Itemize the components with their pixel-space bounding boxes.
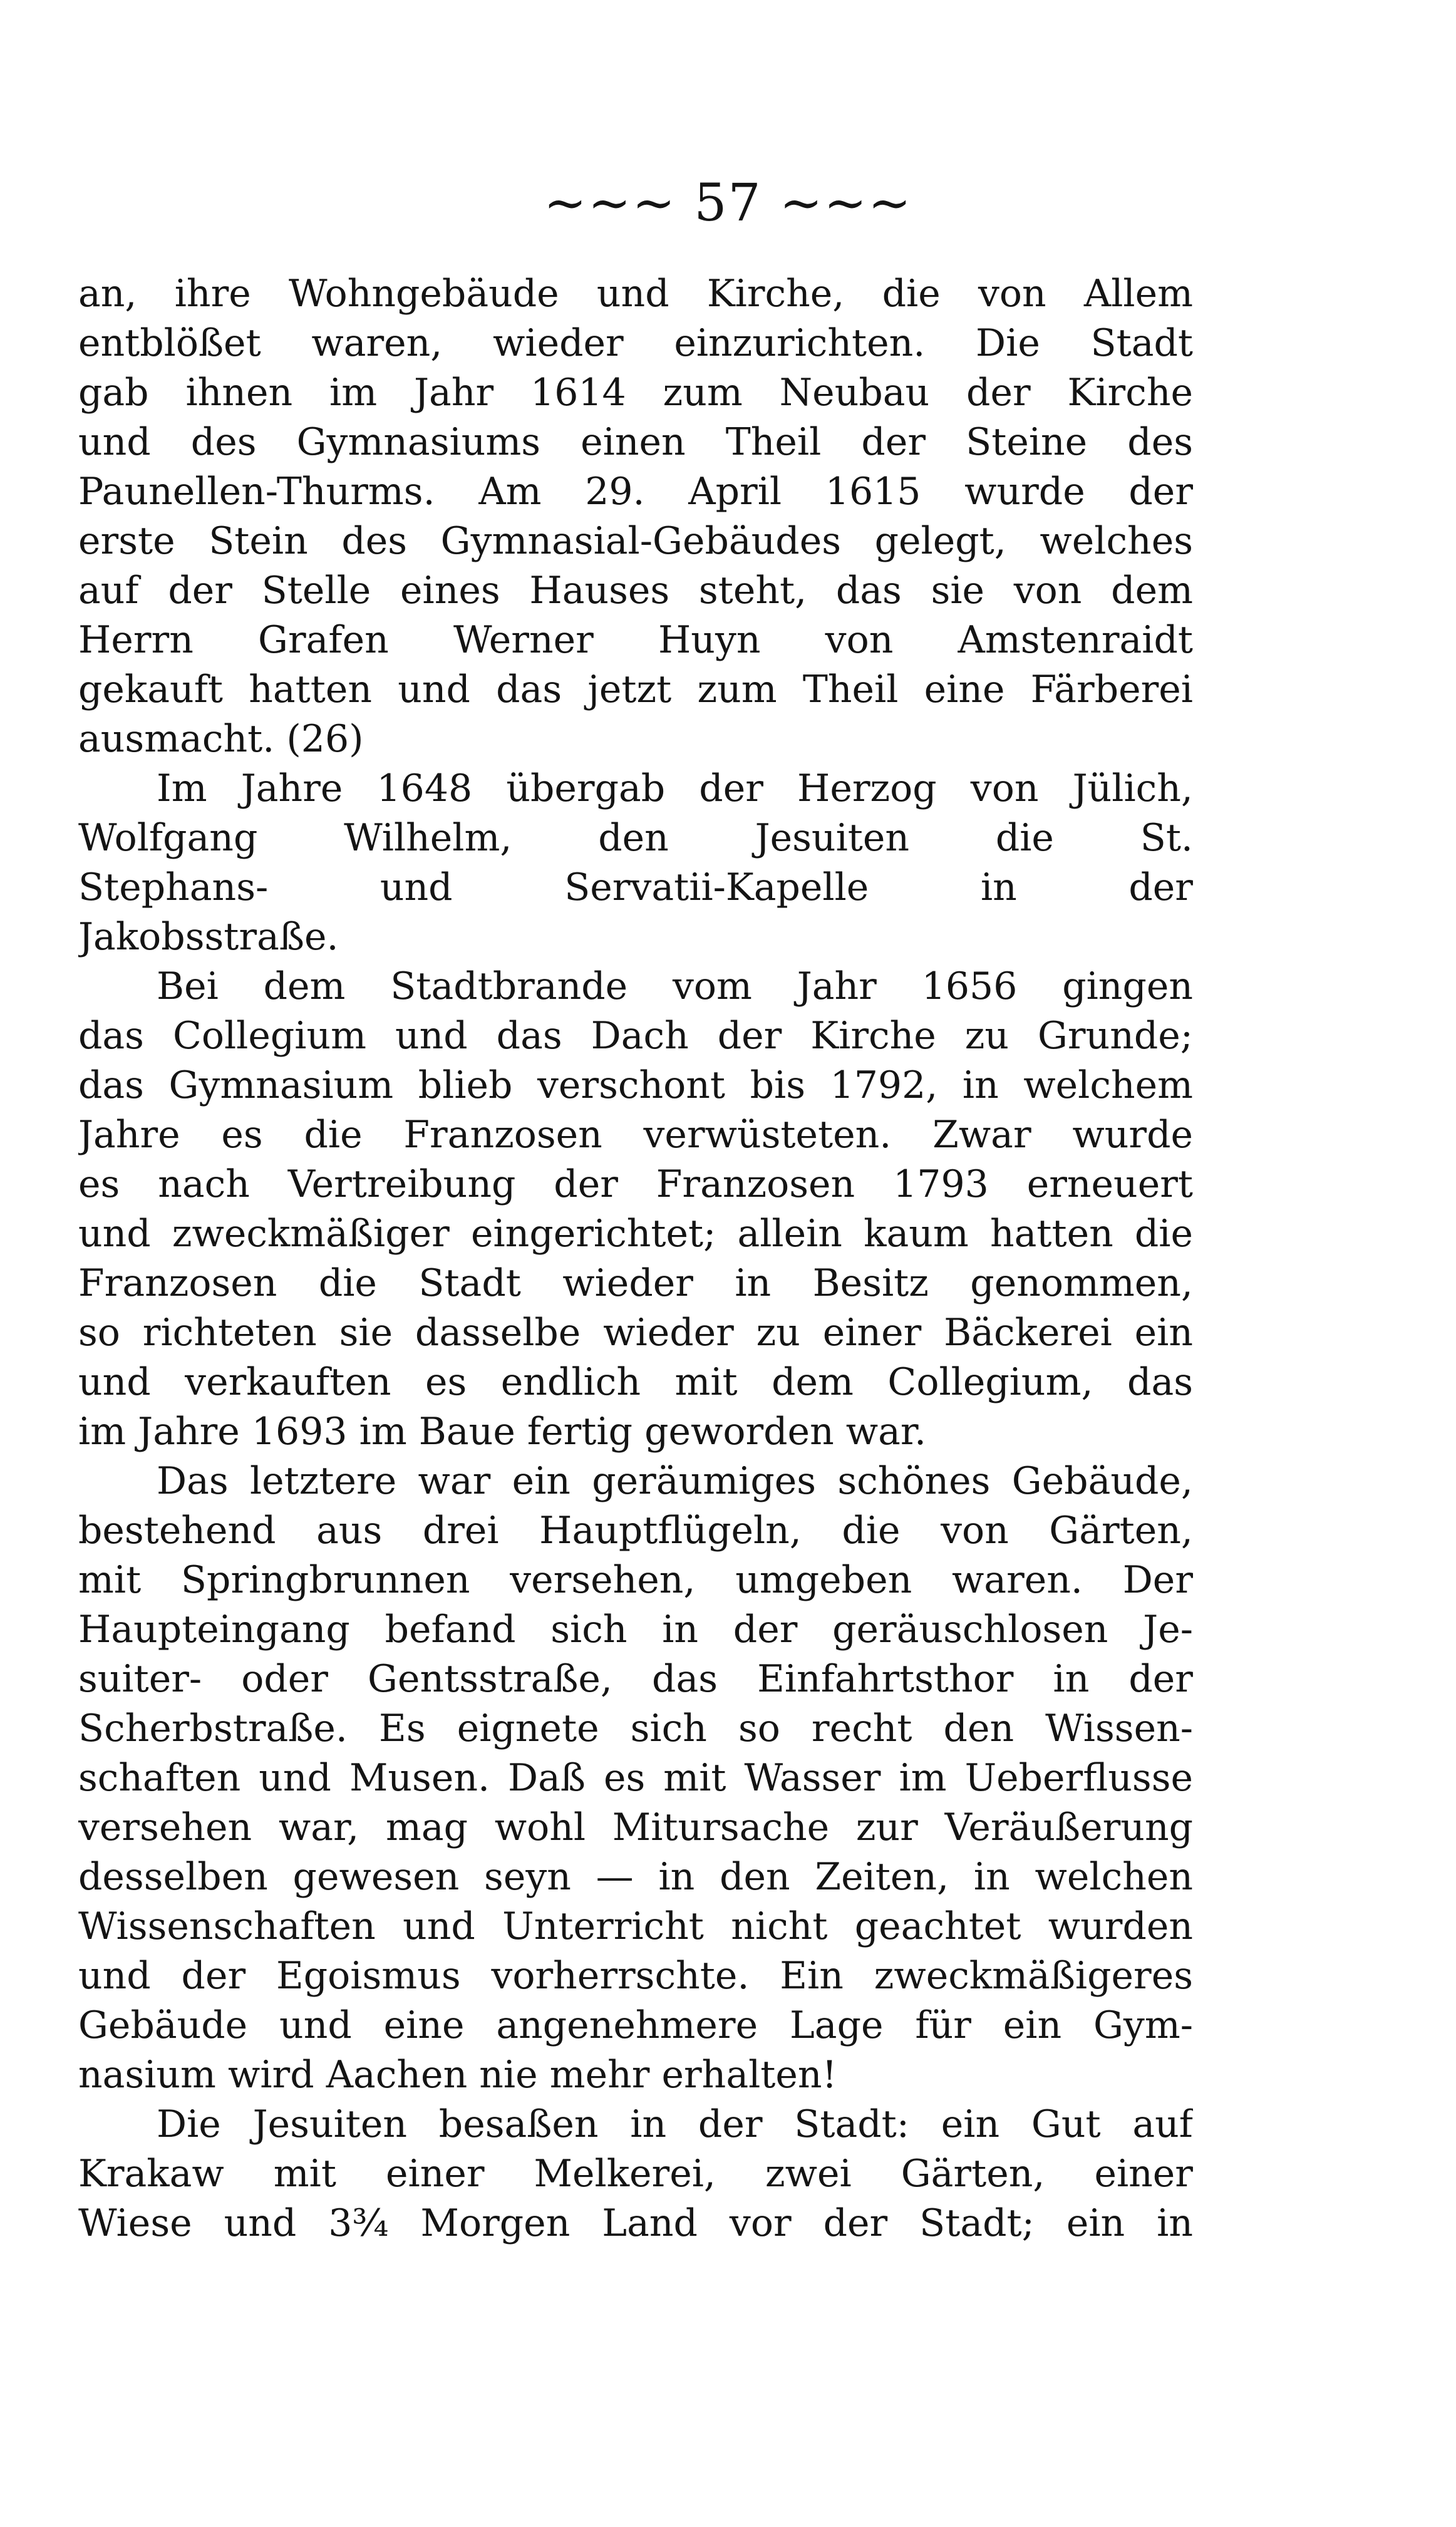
text-line: entblößet waren, wieder einzurichten. Die Stadt — [78, 321, 1193, 365]
text-line: gekauft hatten und das jetzt zum Theil eine Färberei — [78, 668, 1193, 711]
paragraph — [78, 269, 1193, 764]
paragraph — [78, 962, 1193, 1457]
text-line: Jahre es die Franzosen verwüsteten. Zwar wurde — [78, 1113, 1193, 1157]
text-line: Gebäude und eine angenehmere Lage für ein Gym- — [78, 2003, 1193, 2047]
text-line: Haupteingang befand sich in der geräuschlosen Je- — [78, 1608, 1193, 1651]
text-line: nasium wird Aachen nie mehr erhalten! — [78, 2053, 837, 2097]
text-line: Die Jesuiten besaßen in der Stadt: ein Gut auf — [157, 2102, 1193, 2146]
text-line: an, ihre Wohngebäude und Kirche, die von Allem — [78, 272, 1193, 316]
text-line: ausmacht. (26) — [78, 717, 364, 761]
text-line: Bei dem Stadtbrande vom Jahr 1656 gingen — [157, 964, 1193, 1008]
text-line: Jakobsstraße. — [78, 915, 339, 959]
text-line: und der Egoismus vorherrschte. Ein zweckmäßigeres — [78, 1954, 1193, 1998]
text-line: schaften und Musen. Daß es mit Wasser im Ueberflusse — [78, 1756, 1193, 1800]
text-line: und des Gymnasiums einen Theil der Steine des — [78, 420, 1193, 464]
text-line: es nach Vertreibung der Franzosen 1793 erneuert — [78, 1162, 1193, 1206]
text-line: Das letztere war ein geräumiges schönes Gebäude, — [157, 1459, 1193, 1503]
paragraph — [78, 1457, 1193, 2100]
text-line: Im Jahre 1648 übergab der Herzog von Jülich, — [157, 767, 1193, 810]
text-line: suiter- oder Gentsstraße, das Einfahrtsthor in der — [78, 1657, 1193, 1701]
body-text — [78, 269, 1193, 2248]
text-line: Stephans- und Servatii-Kapelle in der — [78, 866, 1193, 909]
text-line: bestehend aus drei Hauptflügeln, die von Gärten, — [78, 1509, 1193, 1553]
text-line: Paunellen-Thurms. Am 29. April 1615 wurde der — [78, 470, 1193, 514]
text-line: Wiese und 3¾ Morgen Land vor der Stadt; ein in — [78, 2201, 1193, 2245]
text-line: Scherbstraße. Es eignete sich so recht den Wissen- — [78, 1707, 1193, 1750]
text-line: auf der Stelle eines Hauses steht, das sie von dem — [78, 569, 1193, 612]
text-line: Krakaw mit einer Melkerei, zwei Gärten, einer — [78, 2152, 1193, 2196]
page-number: ~~~ 57 ~~~ — [544, 173, 912, 233]
text-line: im Jahre 1693 im Baue fertig geworden war. — [78, 1410, 927, 1454]
text-line: das Gymnasium blieb verschont bis 1792, in welchem — [78, 1063, 1193, 1107]
text-line: und zweckmäßiger eingerichtet; allein kaum hatten die — [78, 1212, 1193, 1256]
text-line: mit Springbrunnen versehen, umgeben waren. Der — [78, 1558, 1193, 1602]
text-line: so richteten sie dasselbe wieder zu einer Bäckerei ein — [78, 1311, 1193, 1355]
text-line: versehen war, mag wohl Mitursache zur Veräußerung — [78, 1806, 1193, 1849]
text-line: gab ihnen im Jahr 1614 zum Neubau der Kirche — [78, 371, 1193, 415]
text-line: Wolfgang Wilhelm, den Jesuiten die St. — [78, 816, 1193, 860]
text-line: erste Stein des Gymnasial-Gebäudes gelegt, welches — [78, 519, 1193, 563]
text-line: das Collegium und das Dach der Kirche zu Grunde; — [78, 1014, 1193, 1058]
text-line: Franzosen die Stadt wieder in Besitz genommen, — [78, 1261, 1193, 1305]
text-line: und verkauften es endlich mit dem Collegium, das — [78, 1360, 1193, 1404]
text-line: Herrn Grafen Werner Huyn von Amstenraidt — [78, 618, 1193, 662]
text-line: desselben gewesen seyn — in den Zeiten, in welchen — [78, 1855, 1193, 1899]
text-line: Wissenschaften und Unterricht nicht geachtet wurden — [78, 1904, 1193, 1948]
paragraph — [78, 2100, 1193, 2248]
paragraph — [78, 764, 1193, 962]
